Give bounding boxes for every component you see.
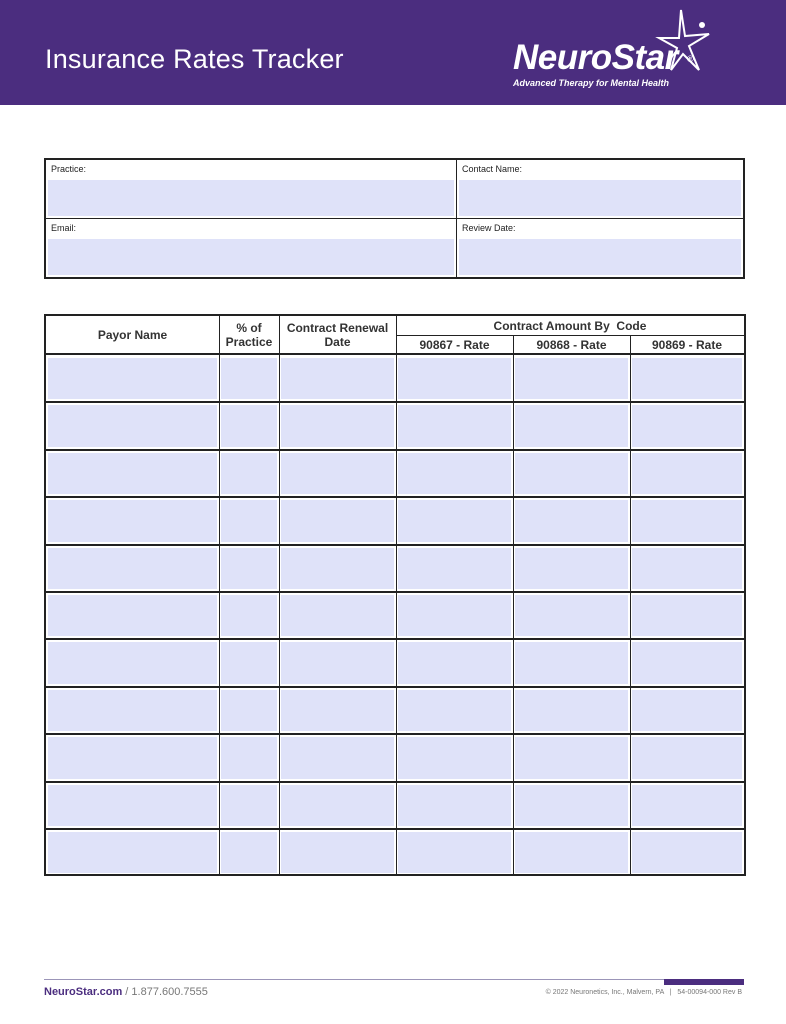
- code-90869-header-text: 90869 - Rate: [651, 338, 723, 352]
- percent-practice-header: [219, 316, 279, 354]
- row-divider: [46, 544, 744, 546]
- row-divider: [46, 401, 744, 403]
- payor-name-cell[interactable]: [48, 405, 217, 446]
- renewal-header-line2: Date: [324, 335, 351, 349]
- rate-90869-cell[interactable]: [632, 500, 742, 541]
- payor-name-cell[interactable]: [48, 785, 217, 826]
- rate-90867-cell[interactable]: [398, 595, 511, 636]
- payor-name-cell[interactable]: [48, 832, 217, 873]
- renewal-date-cell[interactable]: [281, 832, 394, 873]
- renewal-date-cell[interactable]: [281, 453, 394, 494]
- rate-90867-cell[interactable]: [398, 737, 511, 778]
- practice-info-form: [44, 158, 745, 279]
- rate-90869-cell[interactable]: [632, 595, 742, 636]
- renewal-date-cell[interactable]: [281, 690, 394, 731]
- percent-practice-cell[interactable]: [221, 453, 277, 494]
- logo-tagline: Advanced Therapy for Mental Health: [513, 78, 670, 88]
- practice-label: Practice:: [51, 164, 87, 174]
- rate-90868-cell[interactable]: [515, 358, 628, 399]
- percent-practice-cell[interactable]: [221, 595, 277, 636]
- rate-90868-cell[interactable]: [515, 737, 628, 778]
- column-divider: [219, 316, 220, 874]
- rate-90869-cell[interactable]: [632, 690, 742, 731]
- rate-90868-cell[interactable]: [515, 642, 628, 683]
- footer-website-link[interactable]: NeuroStar.com: [44, 986, 123, 998]
- rate-90867-cell[interactable]: [398, 548, 511, 589]
- payor-name-cell[interactable]: [48, 548, 217, 589]
- renewal-date-cell[interactable]: [281, 358, 394, 399]
- column-divider: [513, 335, 514, 874]
- payor-name-header: [46, 316, 219, 354]
- payor-name-cell[interactable]: [48, 642, 217, 683]
- rate-90869-cell[interactable]: [632, 358, 742, 399]
- column-divider: [396, 316, 397, 874]
- footer-copyright: © 2022 Neuronetics, Inc., Malvern, PA: [545, 989, 664, 996]
- column-divider: [630, 335, 631, 874]
- footer-doc-code: 54-00094-000 Rev B: [677, 989, 742, 996]
- code-90867-header-text: 90867 - Rate: [419, 338, 490, 352]
- footer-separator: /: [122, 986, 132, 998]
- rate-90869-cell[interactable]: [632, 642, 742, 683]
- percent-practice-cell[interactable]: [221, 737, 277, 778]
- email-label: Email:: [51, 223, 77, 233]
- code-90869-header: [630, 336, 744, 354]
- rate-90867-cell[interactable]: [398, 785, 511, 826]
- payor-name-cell[interactable]: [48, 500, 217, 541]
- rate-90868-cell[interactable]: [515, 453, 628, 494]
- practice-cell: [46, 160, 457, 219]
- rate-90868-cell[interactable]: [515, 595, 628, 636]
- percent-practice-cell[interactable]: [221, 405, 277, 446]
- row-divider: [46, 638, 744, 640]
- footer-rule: [44, 979, 744, 980]
- contact-name-label: Contact Name:: [462, 164, 523, 174]
- rate-90868-cell[interactable]: [515, 690, 628, 731]
- payor-name-cell[interactable]: [48, 737, 217, 778]
- rate-90867-cell[interactable]: [398, 690, 511, 731]
- rate-90868-cell[interactable]: [515, 500, 628, 541]
- renewal-date-header: [279, 316, 396, 354]
- rates-table: [44, 314, 746, 876]
- review-date-label: Review Date:: [462, 223, 516, 233]
- renewal-date-cell[interactable]: [281, 405, 394, 446]
- email-field[interactable]: [48, 239, 454, 275]
- renewal-date-cell[interactable]: [281, 595, 394, 636]
- percent-practice-cell[interactable]: [221, 358, 277, 399]
- renewal-date-cell[interactable]: [281, 785, 394, 826]
- row-divider: [46, 496, 744, 498]
- contract-amount-header-text: Contract Amount By Code: [493, 319, 647, 333]
- review-date-cell: [457, 219, 743, 277]
- rate-90869-cell[interactable]: [632, 453, 742, 494]
- registered-mark: ®: [687, 54, 694, 64]
- code-90867-header: [396, 336, 513, 354]
- code-90868-header: [513, 336, 630, 354]
- rate-90867-cell[interactable]: [398, 453, 511, 494]
- contact-cell: [457, 160, 743, 219]
- rate-90867-cell[interactable]: [398, 832, 511, 873]
- row-divider: [46, 828, 744, 830]
- percent-header-line2: Practice: [225, 335, 273, 349]
- payor-name-cell[interactable]: [48, 358, 217, 399]
- renewal-date-cell[interactable]: [281, 500, 394, 541]
- rate-90867-cell[interactable]: [398, 358, 511, 399]
- rate-90867-cell[interactable]: [398, 642, 511, 683]
- code-90868-header-text: 90868 - Rate: [536, 338, 607, 352]
- row-divider: [46, 686, 744, 688]
- payor-name-header-text: Payor Name: [97, 328, 168, 342]
- renewal-date-cell[interactable]: [281, 737, 394, 778]
- contract-amount-group-header: [396, 316, 744, 336]
- percent-practice-cell[interactable]: [221, 642, 277, 683]
- rate-90869-cell[interactable]: [632, 737, 742, 778]
- payor-name-cell[interactable]: [48, 453, 217, 494]
- rate-90867-cell[interactable]: [398, 405, 511, 446]
- renewal-date-cell[interactable]: [281, 642, 394, 683]
- renewal-header-line1: Contract Renewal: [286, 321, 389, 335]
- payor-name-cell[interactable]: [48, 690, 217, 731]
- header-banner: [0, 0, 786, 105]
- neurostar-logo: [505, 8, 735, 98]
- review-date-field[interactable]: [459, 239, 741, 275]
- percent-header-line1: % of: [236, 321, 262, 335]
- footer-legal: [546, 989, 742, 996]
- header-bottom-rule: [46, 353, 744, 355]
- logo-wordmark: NeuroStar: [513, 38, 678, 77]
- footer-contact: [44, 986, 208, 998]
- group-header-divider: [396, 335, 744, 336]
- rate-90868-cell[interactable]: [515, 405, 628, 446]
- percent-practice-cell[interactable]: [221, 690, 277, 731]
- page-title: Insurance Rates Tracker: [45, 44, 344, 74]
- rate-90869-cell[interactable]: [632, 785, 742, 826]
- row-divider: [46, 733, 744, 735]
- rate-90869-cell[interactable]: [632, 405, 742, 446]
- practice-field[interactable]: [48, 180, 454, 216]
- rate-90867-cell[interactable]: [398, 500, 511, 541]
- rate-90869-cell[interactable]: [632, 832, 742, 873]
- rate-90868-cell[interactable]: [515, 785, 628, 826]
- email-cell: [46, 219, 457, 277]
- column-divider: [279, 316, 280, 874]
- footer-phone: 1.877.600.7555: [131, 986, 208, 998]
- footer-accent-bar: [664, 979, 744, 985]
- row-divider: [46, 449, 744, 451]
- row-divider: [46, 781, 744, 783]
- rate-90868-cell[interactable]: [515, 548, 628, 589]
- row-divider: [46, 591, 744, 593]
- contact-name-field[interactable]: [459, 180, 741, 216]
- rate-90869-cell[interactable]: [632, 548, 742, 589]
- percent-practice-cell[interactable]: [221, 785, 277, 826]
- percent-practice-cell[interactable]: [221, 832, 277, 873]
- footer-divider: |: [669, 989, 672, 996]
- percent-practice-cell[interactable]: [221, 548, 277, 589]
- rate-90868-cell[interactable]: [515, 832, 628, 873]
- renewal-date-cell[interactable]: [281, 548, 394, 589]
- percent-practice-cell[interactable]: [221, 500, 277, 541]
- payor-name-cell[interactable]: [48, 595, 217, 636]
